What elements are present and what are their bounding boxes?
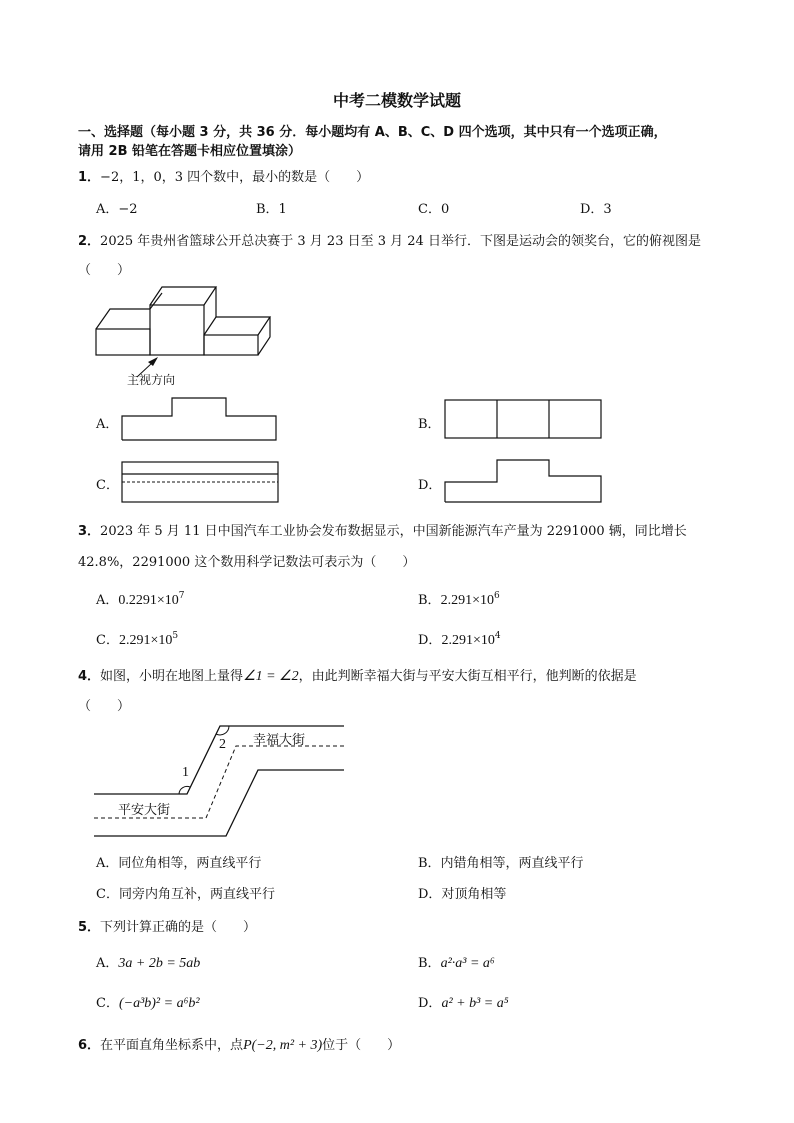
q5-option-c	[96, 992, 200, 1012]
question-text: 2025 年贵州省篮球公开总决赛于 3 月 23 日至 3 月 24 日举行．下图是运动会的领奖台，它的俯视图是	[100, 234, 701, 249]
q2-option-d: D．	[418, 478, 442, 493]
q5-option-b	[418, 952, 495, 972]
question-text: 2023 年 5 月 11 日中国汽车工业协会发布数据显示，中国新能源汽车产量为 2291000 辆，同比增长	[100, 524, 687, 539]
question-2	[78, 230, 701, 249]
option-exponent: 7	[178, 591, 185, 601]
question-text: 在平面直角坐标系中，点	[100, 1038, 244, 1053]
q5-option-a	[96, 952, 200, 972]
q3-option-a	[96, 589, 185, 609]
q1-option-c: C．0	[418, 202, 450, 217]
q4-option-c: C．同旁内角互补，两直线平行	[96, 887, 275, 902]
q4-option-d: D．对顶角相等	[418, 887, 507, 902]
angle-2-label: 2	[219, 737, 226, 752]
option-expression: a² + b³ = a⁵	[441, 996, 509, 1011]
question-number: 2．	[78, 234, 101, 249]
question-1	[78, 166, 369, 185]
page-title: 中考二模数学试题	[332, 91, 461, 110]
q4-option-b: B．内错角相等，两直线平行	[418, 856, 584, 871]
q3-option-c	[96, 629, 178, 649]
question-3-line2: 42.8%，2291000 这个数用科学记数法可表示为（ ）	[78, 555, 416, 570]
podium-figure	[90, 285, 280, 395]
q2-option-d-figure	[443, 458, 603, 504]
option-value: 0.2291×10	[118, 593, 179, 608]
option-expression: 3a + 2b = 5ab	[118, 956, 201, 971]
question-text: −2，1，0，3 四个数中，最小的数是（ ）	[100, 170, 370, 185]
angle-1-label: 1	[182, 765, 189, 780]
option-label: A．	[96, 593, 119, 608]
question-6	[78, 1034, 400, 1054]
option-label: D．	[418, 996, 442, 1011]
question-number: 5．	[78, 920, 101, 935]
q2-option-b: B．	[418, 417, 441, 432]
question-2-blank: （ ）	[78, 263, 131, 278]
question-text-cont: 位于（ ）	[322, 1038, 401, 1053]
figure-label-view-direction: 主视方向	[127, 373, 176, 387]
option-value: 2.291×10	[441, 633, 495, 648]
question-text: 下列计算正确的是（ ）	[100, 920, 257, 935]
question-number: 1．	[78, 170, 101, 185]
q1-option-d: D．3	[580, 202, 612, 217]
q2-option-a: A．	[96, 417, 119, 432]
option-value: 2.291×10	[440, 593, 494, 608]
q1-option-b: B．1	[256, 202, 287, 217]
street-label-xingfu: 幸福大街	[253, 733, 306, 748]
question-text: 如图，小明在地图上量得	[100, 669, 244, 684]
question-number: 3．	[78, 524, 101, 539]
question-number: 4．	[78, 669, 101, 684]
option-expression: a²·a³ = a⁶	[440, 956, 495, 971]
option-value: 2.291×10	[118, 633, 173, 648]
question-3	[78, 520, 687, 539]
option-exponent: 4	[494, 631, 501, 641]
option-label: B．	[418, 593, 441, 608]
q2-option-a-figure	[120, 396, 280, 442]
option-exponent: 6	[493, 591, 500, 601]
angle-expression: ∠1 = ∠2	[243, 669, 299, 684]
option-expression: (−a³b)² = a⁶b²	[118, 996, 200, 1011]
q3-option-b	[418, 589, 500, 609]
option-label: C．	[96, 633, 119, 648]
q2-option-b-figure	[443, 398, 603, 440]
question-5	[78, 916, 256, 935]
q5-option-d	[418, 992, 509, 1012]
q4-option-a: A．同位角相等，两直线平行	[96, 856, 262, 871]
section-header-line2: 请用 2B 铅笔在答题卡相应位置填涂）	[78, 144, 302, 159]
question-text-cont: ，由此判断幸福大街与平安大街互相平行，他判断的依据是	[298, 669, 637, 684]
q1-option-a: A．−2	[96, 202, 138, 217]
option-label: B．	[418, 956, 441, 971]
option-label: A．	[96, 956, 119, 971]
question-number: 6．	[78, 1038, 101, 1053]
option-exponent: 5	[172, 631, 179, 641]
question-4	[78, 665, 637, 685]
option-label: C．	[96, 996, 119, 1011]
street-label-pingan: 平安大街	[118, 803, 171, 818]
option-label: D．	[418, 633, 442, 648]
q2-option-c: C．	[96, 478, 119, 493]
section-header-line1: 一、选择题（每小题 3 分，共 36 分．每小题均有 A、B、C、D 四个选项，其中只有一个选项正确，	[78, 125, 667, 140]
question-4-blank: （ ）	[78, 699, 131, 714]
point-expression: P(−2, m² + 3)	[243, 1038, 323, 1053]
q3-option-d	[418, 629, 501, 649]
q2-option-c-figure	[120, 460, 280, 504]
